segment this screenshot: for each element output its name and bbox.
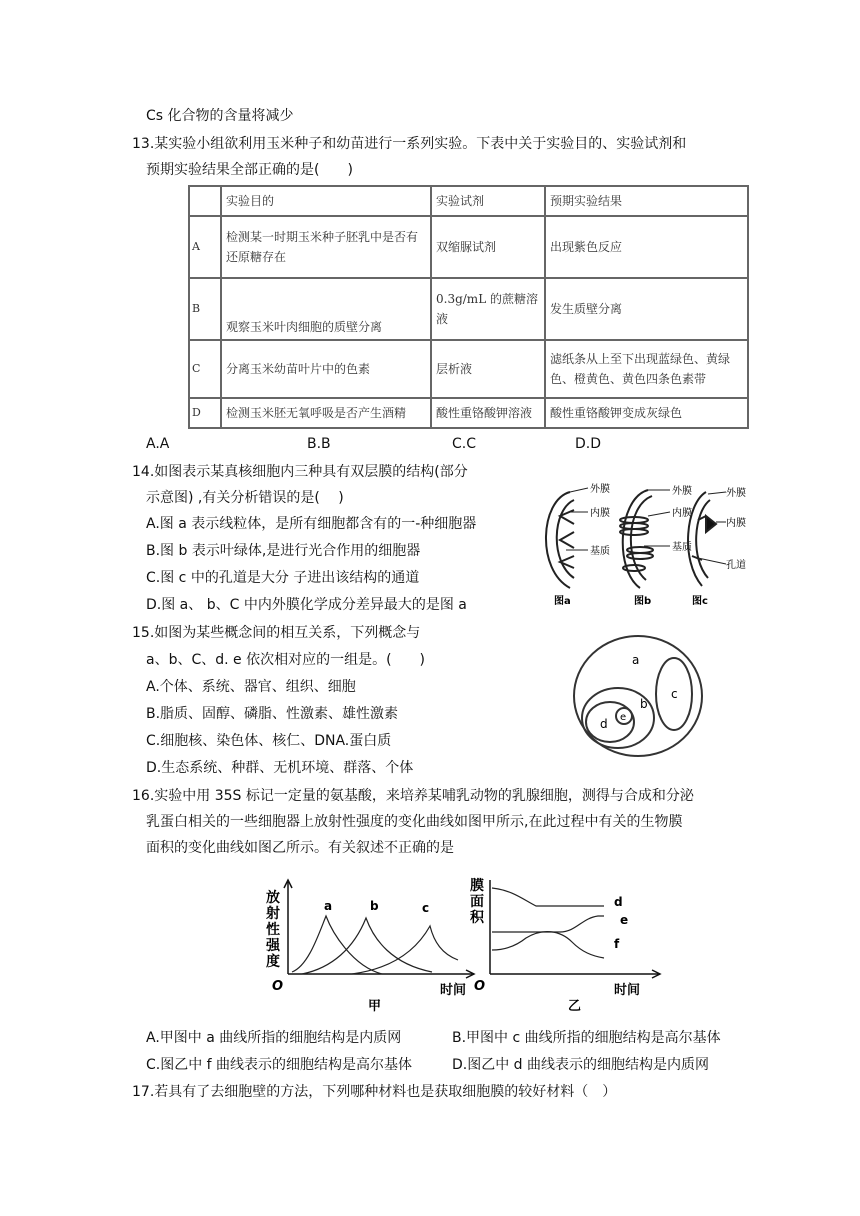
table-cell-purpose: 分离玉米幼苗叶片中的色素 [221,340,431,398]
q15-option-b: B.脂质、固醇、磷脂、性激素、雄性激素 [146,706,399,722]
fig-a-label-outer: 外膜 [590,484,610,495]
jia-label-a: a [324,899,333,913]
q13-stem-line1: 13.某实验小组欲利用玉米种子和幼苗进行一系列实验。下表中关于实验目的、实验试剂和 [132,136,687,152]
q14-option-a: A.图 a 表示线粒体，是所有细胞都含有的一-种细胞器 [146,516,477,532]
svg-text:性: 性 [266,922,280,938]
q16-graph-jia [262,876,480,1016]
q14-option-d: D.图 a、 b、C 中内外膜化学成分差异最大的是图 a [146,597,467,613]
svg-text:膜: 膜 [470,878,484,894]
svg-text:射: 射 [266,906,280,922]
table-cell-reagent: 0.3g/mL 的蔗糖溶液 [431,278,545,340]
label-a: a [632,653,640,667]
yi-curve-e [492,916,604,932]
table-header-row [189,186,748,216]
yi-origin: O [474,979,486,994]
q15-concept-figure [566,630,716,765]
svg-text:积: 积 [470,910,484,926]
table-row-label: B [189,278,221,340]
q16-option-b: B.甲图中 c 曲线所指的细胞结构是高尔基体 [452,1030,721,1046]
jia-label-b: b [370,899,379,913]
q13-stem-line2: 预期实验结果全部正确的是( ) [146,162,353,178]
fig-b-label-matrix: 基质 [672,542,692,553]
q14-organelle-figure [530,470,760,612]
q14-stem-line2: 示意图) ,有关分析错误的是( ) [146,490,344,506]
figure-c-nuclear-envelope [688,492,726,586]
yi-label-d: d [614,895,623,909]
yi-ylabel [470,877,485,926]
table-row-label: C [189,340,221,398]
jia-caption: 甲 [368,999,382,1014]
fig-c-caption: 图c [692,596,708,607]
table-cell-purpose: 检测玉米胚无氧呼吸是否产生酒精 [221,398,431,428]
table-cell-result: 出现紫色反应 [545,216,748,278]
fig-b-label-outer: 外膜 [672,486,692,497]
table-row-label: A [189,216,221,278]
jia-origin: O [272,979,284,994]
q13-option-b: B.B [307,436,331,452]
q16-option-d: D.图乙中 d 曲线表示的细胞结构是内质网 [452,1057,710,1073]
table-row [189,398,748,428]
jia-label-c: c [422,901,430,915]
table-cell-reagent: 层析液 [431,340,545,398]
label-b: b [640,697,648,711]
q16-option-c: C.图乙中 f 曲线表示的细胞结构是高尔基体 [146,1057,413,1073]
q16-option-a: A.甲图中 a 曲线所指的细胞结构是内质网 [146,1030,402,1046]
yi-curve-f [492,932,604,958]
table-header-reagent: 实验试剂 [431,186,545,216]
q15-option-d: D.生态系统、种群、无机环境、群落、个体 [146,760,414,776]
q13-option-a: A.A [146,436,170,452]
fig-b-label-inner: 内膜 [672,508,692,519]
table-cell-reagent: 双缩脲试剂 [431,216,545,278]
table-header-result: 预期实验结果 [545,186,748,216]
fig-a-label-inner: 内膜 [590,508,610,519]
svg-text:面: 面 [470,894,484,910]
q15-stem-line2: a、b、C、d. e 依次相对应的一组是。( ) [146,652,426,668]
label-c: c [671,687,678,701]
q16-graph-yi [464,876,668,1016]
table-cell-purpose: 检测某一时期玉米种子胚乳中是否有还原糖存在 [221,216,431,278]
fig-c-label-inner: 内膜 [726,518,746,529]
table-row [189,216,748,278]
yi-xlabel: 时间 [614,983,641,998]
table-row-label: D [189,398,221,428]
table-cell-result: 酸性重铬酸钾变成灰绿色 [545,398,748,428]
yi-label-f: f [614,937,620,951]
q16-stem-line1: 16.实验中用 35S 标记一定量的氨基酸，来培养某哺乳动物的乳腺细胞，测得与合成和分泌 [132,788,694,804]
label-e: e [620,712,627,723]
yi-caption: 乙 [568,999,582,1014]
q16-stem-line2: 乳蛋白相关的一些细胞器上放射性强度的变化曲线如图甲所示,在此过程中有关的生物膜 [146,814,683,830]
jia-xlabel: 时间 [440,983,467,998]
q13-option-c: C.C [452,436,477,452]
fig-a-label-matrix: 基质 [590,546,610,557]
figure-a-mitochondrion [546,488,588,588]
table-cell-purpose: 观察玉米叶肉细胞的质壁分离 [221,278,431,340]
q15-option-a: A.个体、系统、器官、组织、细胞 [146,679,356,695]
svg-text:强: 强 [266,938,280,954]
table-cell-result: 滤纸条从上至下出现蓝绿色、黄绿色、橙黄色、黄色四条色素带 [545,340,748,398]
table-row [189,340,748,398]
q16-stem-line3: 面积的变化曲线如图乙所示。有关叙述不正确的是 [146,840,454,856]
table-cell-reagent: 酸性重铬酸钾溶液 [431,398,545,428]
q14-stem-line1: 14.如图表示某真核细胞内三种具有双层膜的结构(部分 [132,464,468,480]
yi-curve-d [492,888,604,906]
fig-c-label-pore: 孔道 [726,560,746,571]
table-row [189,278,748,340]
q17-stem-line1: 17.若具有了去细胞壁的方法，下列哪种材料也是获取细胞膜的较好材料（ ） [132,1084,617,1100]
table-header-purpose: 实验目的 [221,186,431,216]
yi-label-e: e [620,913,629,927]
q15-option-c: C.细胞核、染色体、核仁、DNA.蛋白质 [146,733,392,749]
jia-curve-c [352,926,458,974]
fig-c-label-outer: 外膜 [726,488,746,499]
table-header-blank [189,186,221,216]
intro-line: Cs 化合物的含量将减少 [146,108,294,124]
svg-text:度: 度 [266,954,280,970]
table-cell-result: 发生质壁分离 [545,278,748,340]
jia-ylabel [265,889,281,970]
q14-option-c: C.图 c 中的孔道是大分 子进出该结构的通道 [146,570,420,586]
q13-experiment-table [188,185,749,429]
fig-b-caption: 图b [634,596,652,607]
svg-text:放: 放 [266,890,280,906]
figure-b-chloroplast [620,490,670,588]
q14-option-b: B.图 b 表示叶绿体,是进行光合作用的细胞器 [146,543,421,559]
q15-stem-line1: 15.如图为某些概念间的相互关系，下列概念与 [132,625,421,641]
label-d: d [600,717,608,731]
fig-a-caption: 图a [554,596,571,607]
q13-option-d: D.D [575,436,602,452]
